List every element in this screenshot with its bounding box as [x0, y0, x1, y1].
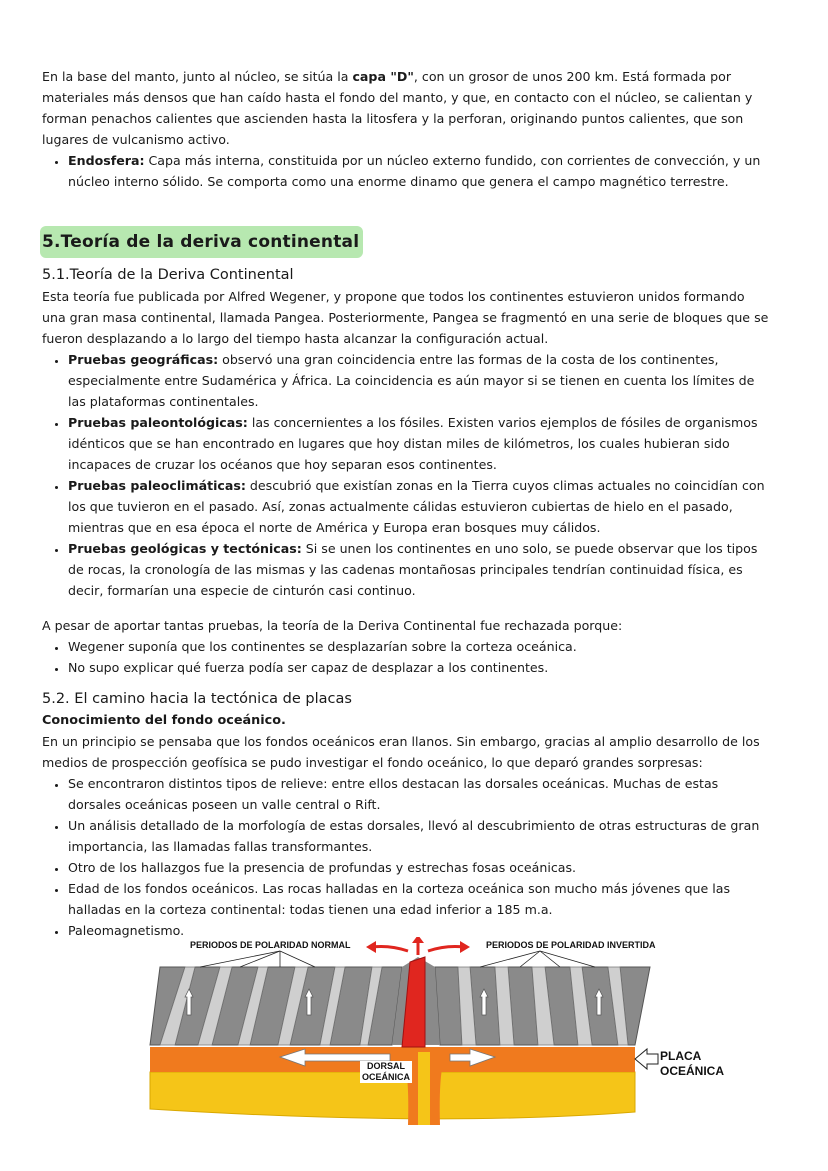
list-item: • Se encontraron distintos tipos de relieve: entre ellos destacan las dorsales oceánicas. Muchas de estas dorsales oceánicas poseen un valle central o Rift. — [68, 773, 772, 815]
rechazo-intro: A pesar de aportar tantas pruebas, la teoría de la Deriva Continental fue rechazada porque: — [42, 618, 623, 633]
capa-d-term: capa "D" — [352, 69, 414, 84]
subsection-5-2-title: 5.2. El camino hacia la tectónica de placas — [42, 691, 352, 707]
list-item: • Paleomagnetismo. — [68, 920, 772, 941]
list-item: • Pruebas paleoclimáticas: descubrió que existían zonas en la Tierra cuyos climas actuales no coincidían con los que tuvieron en el pasado. Así, zonas actualmente cálidas estuvieron cubiertas de hielo en el pasado, mientras que en esa época el norte de América y Europa eran bosques muy cálidos. — [68, 475, 772, 538]
page-content — [42, 66, 772, 941]
list-item: • Pruebas paleontológicas: las concernientes a los fósiles. Existen varios ejemplos de fósiles de organismos idénticos que se han encontrado en lugares que hoy distan miles de kilómetros, los cuales hubieran sido incapaces de cruzar los océanos que hoy separan esos continentes. — [68, 412, 772, 475]
fondo-list — [42, 773, 772, 941]
subsection-5-2-text: En un principio se pensaba que los fondos oceánicos eran llanos. Sin embargo, gracias al amplio desarrollo de los medios de prospección geofísica se pudo investigar el fondo oceánico, lo que deparó grandes sorpresas: — [42, 734, 760, 770]
paleomagnetism-diagram — [140, 937, 740, 1127]
fondo-oceanico-heading: Conocimiento del fondo oceánico. — [42, 713, 286, 728]
list-item: • Otro de los hallazgos fue la presencia de profundas y estrechas fosas oceánicas. — [68, 857, 772, 878]
diagram-illustration — [140, 937, 740, 1127]
subsection-5-1-text: Esta teoría fue publicada por Alfred Wegener, y propone que todos los continentes estuvieron unidos formando una gran masa continental, llamada Pangea. Posteriormente, Pangea se fragmentó en una serie de bloques que se fueron desplazando a lo largo del tiempo hasta alcanzar la configuración actual. — [42, 289, 769, 346]
label-dorsal: DORSAL OCEÁNICA — [362, 1061, 411, 1082]
list-item: • Endosfera: Capa más interna, constituida por un núcleo externo fundido, con corrientes de convección, y un núcleo interno sólido. Se comporta como una enorme dinamo que genera el campo magnético terrestre. — [68, 150, 772, 192]
section-5-title: 5.Teoría de la deriva continental — [40, 226, 363, 258]
endosfera-list — [42, 150, 772, 192]
list-item: • Pruebas geológicas y tectónicas: Si se unen los continentes en uno solo, se puede observar que los tipos de rocas, la cronología de las mismas y las cadenas montañosas principales tendrían continuidad física, es decir, formarían una especie de cinturón casi continuo. — [68, 538, 772, 601]
list-item: • Pruebas geográficas: observó una gran coincidencia entre las formas de la costa de los continentes, especialmente entre Sudamérica y África. La coincidencia es aún mayor si se tienen en cuenta los límites de las plataformas continentales. — [68, 349, 772, 412]
pruebas-list — [42, 349, 772, 601]
list-item: • Un análisis detallado de la morfología de estas dorsales, llevó al descubrimiento de otras estructuras de gran importancia, las llamadas fallas transformantes. — [68, 815, 772, 857]
subsection-5-1-title: 5.1.Teoría de la Deriva Continental — [42, 267, 294, 283]
label-invertida: PERIODOS DE POLARIDAD INVERTIDA — [486, 940, 656, 950]
label-normal: PERIODOS DE POLARIDAD NORMAL — [190, 940, 351, 950]
label-placa-oceanica: PLACA OCEÁNICA — [660, 1049, 725, 1078]
list-item: • Wegener suponía que los continentes se desplazarían sobre la corteza oceánica. — [68, 636, 772, 657]
intro-paragraph: En la base del manto, junto al núcleo, se sitúa la capa "D", con un grosor de unos 200 km. Está formada por materiales más densos que han caído hasta el fondo del manto, y que, en contacto con el núcleo, se calientan y forman penachos calientes que ascienden hasta la litosfera y la perforan, originando puntos calientes, que son lugares de vulcanismo activo. — [42, 69, 753, 147]
list-item: • Edad de los fondos oceánicos. Las rocas halladas en la corteza oceánica son mucho más jóvenes que las halladas en la corteza continental: todas tienen una edad inferior a 185 m.a. — [68, 878, 772, 920]
list-item: • No supo explicar qué fuerza podía ser capaz de desplazar a los continentes. — [68, 657, 772, 678]
rechazo-list — [42, 636, 772, 678]
